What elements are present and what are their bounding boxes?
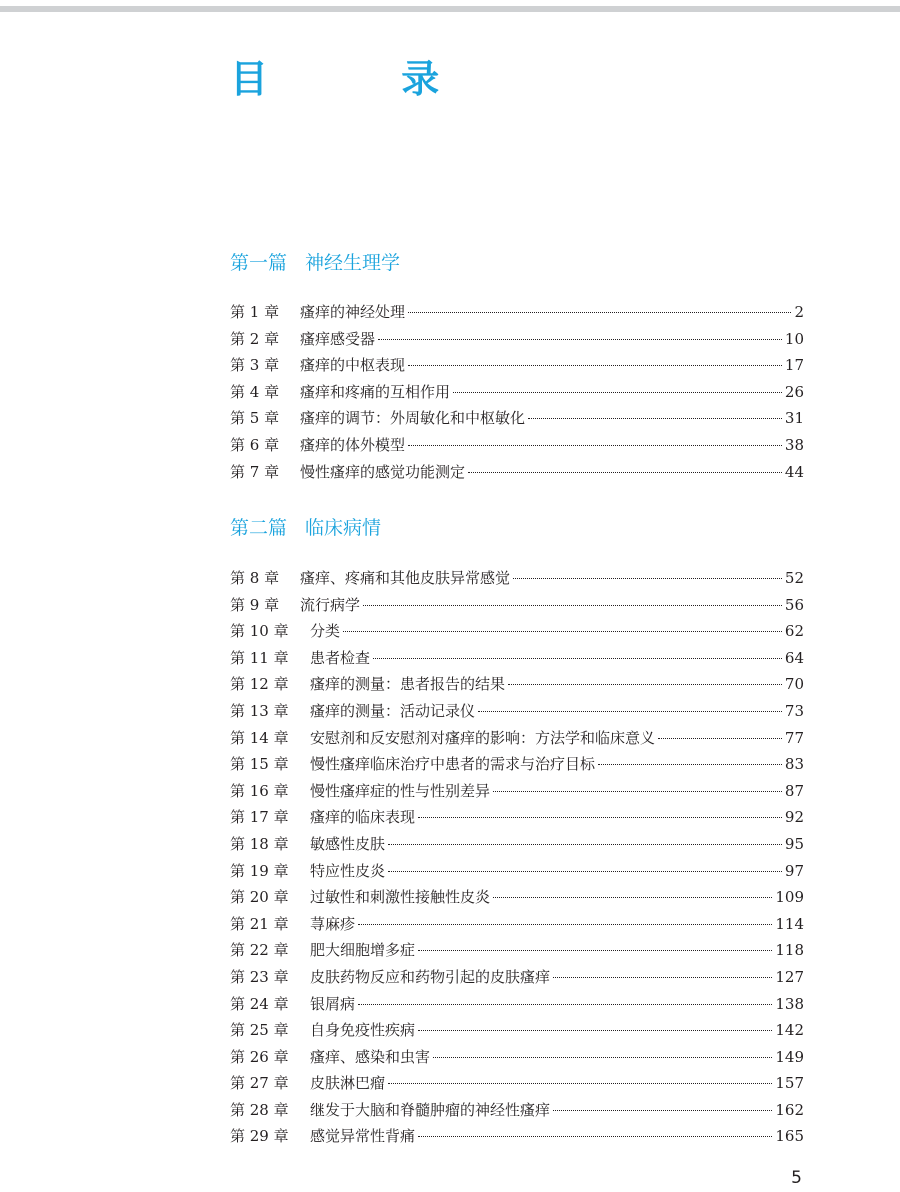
chapter-title: 瘙痒的神经处理: [300, 303, 406, 321]
toc-entry[interactable]: [230, 911, 804, 938]
dot-leader: [373, 658, 782, 659]
section-heading-2: [230, 516, 381, 540]
chapter-title: 慢性瘙痒的感觉功能测定: [300, 462, 466, 481]
dot-leader: [418, 817, 782, 818]
dot-leader: [508, 684, 782, 685]
dot-leader: [358, 1004, 772, 1005]
chapter-title: 患者检查: [310, 648, 371, 667]
chapter-number: 第 29 章: [230, 1127, 289, 1146]
dot-leader: [388, 844, 782, 845]
dot-leader: [528, 418, 782, 419]
chapter-title: 安慰剂和反安慰剂对瘙痒的影响：方法学和临床意义: [310, 728, 656, 747]
page-ref: 162: [775, 1100, 804, 1119]
chapter-number: 第 2 章: [230, 329, 280, 348]
chapter-number: 第 1 章: [230, 303, 280, 321]
section-name: 临床病情: [305, 517, 382, 539]
toc-entry[interactable]: [230, 671, 804, 698]
chapter-number: 第 13 章: [230, 701, 289, 720]
chapter-number: 第 24 章: [230, 994, 289, 1013]
chapter-number: 第 7 章: [230, 462, 280, 481]
dot-leader: [418, 1030, 772, 1031]
chapter-number: 第 9 章: [230, 595, 280, 614]
page-ref: 44: [784, 462, 804, 481]
page-ref: 83: [784, 755, 804, 774]
toc-list-section-1: [230, 299, 804, 485]
chapter-number: 第 6 章: [230, 435, 280, 454]
page-ref: 157: [775, 1074, 804, 1093]
chapter-title: 敏感性皮肤: [310, 834, 386, 853]
chapter-number: 第 25 章: [230, 1021, 289, 1040]
page-ref: 138: [775, 994, 804, 1013]
page-ref: 92: [784, 808, 804, 827]
dot-leader: [468, 472, 782, 473]
page-ref: 10: [784, 329, 804, 348]
toc-entry[interactable]: [230, 937, 804, 964]
dot-leader: [408, 365, 782, 366]
page-ref: 64: [784, 648, 804, 667]
toc-entry[interactable]: [230, 1097, 804, 1124]
toc-entry[interactable]: [230, 379, 804, 406]
dot-leader: [478, 711, 782, 712]
chapter-number: 第 18 章: [230, 834, 289, 853]
dot-leader: [388, 1083, 772, 1084]
dot-leader: [388, 871, 782, 872]
chapter-number: 第 11 章: [230, 648, 289, 667]
page-ref: 165: [775, 1127, 804, 1146]
toc-entry[interactable]: [230, 831, 804, 858]
chapter-title: 慢性瘙痒症的性与性别差异: [310, 781, 491, 800]
toc-entry[interactable]: [230, 592, 804, 619]
page-ref: 56: [784, 595, 804, 614]
toc-entry[interactable]: [230, 326, 804, 353]
dot-leader: [408, 312, 791, 313]
chapter-number: 第 14 章: [230, 728, 289, 747]
toc-entry[interactable]: [230, 565, 804, 592]
chapter-number: 第 21 章: [230, 914, 289, 933]
toc-entry[interactable]: [230, 991, 804, 1018]
page-ref: 127: [775, 967, 804, 986]
toc-entry[interactable]: [230, 352, 804, 379]
toc-entry[interactable]: [230, 884, 804, 911]
chapter-number: 第 5 章: [230, 409, 280, 428]
toc-entry[interactable]: [230, 299, 804, 326]
section-name: 神经生理学: [305, 252, 401, 274]
chapter-number: 第 16 章: [230, 781, 289, 800]
dot-leader: [433, 1057, 772, 1058]
toc-entry[interactable]: [230, 1044, 804, 1071]
chapter-title: 瘙痒的测量：活动记录仪: [310, 701, 476, 720]
page-ref: 2: [794, 303, 804, 321]
toc-entry[interactable]: [230, 778, 804, 805]
chapter-title: 瘙痒、感染和虫害: [310, 1047, 431, 1066]
page-ref: 17: [784, 356, 804, 375]
chapter-number: 第 8 章: [230, 569, 280, 587]
dot-leader: [553, 1110, 772, 1111]
chapter-number: 第 15 章: [230, 755, 289, 774]
page-title: 目 录: [230, 57, 500, 102]
chapter-number: 第 17 章: [230, 808, 289, 827]
toc-entry[interactable]: [230, 804, 804, 831]
chapter-title: 瘙痒和疼痛的互相作用: [300, 382, 451, 401]
chapter-title: 流行病学: [300, 595, 361, 614]
chapter-number: 第 22 章: [230, 941, 289, 960]
toc-entry[interactable]: [230, 858, 804, 885]
dot-leader: [598, 764, 782, 765]
toc-entry[interactable]: [230, 405, 804, 432]
page-ref: 142: [775, 1021, 804, 1040]
section-heading-1: [230, 251, 400, 275]
chapter-number: 第 20 章: [230, 888, 289, 907]
page-ref: 114: [775, 914, 804, 933]
page-ref: 118: [775, 941, 804, 960]
dot-leader: [493, 791, 782, 792]
chapter-title: 慢性瘙痒临床治疗中患者的需求与治疗目标: [310, 755, 596, 774]
toc-entry[interactable]: [230, 432, 804, 459]
page-ref: 97: [784, 861, 804, 880]
page-ref: 26: [784, 382, 804, 401]
dot-leader: [513, 578, 782, 579]
dot-leader: [418, 950, 772, 951]
page-ref: 109: [775, 888, 804, 907]
dot-leader: [343, 631, 782, 632]
section-number: 第二篇: [230, 517, 288, 539]
dot-leader: [453, 392, 782, 393]
chapter-title: 特应性皮炎: [310, 861, 386, 880]
chapter-title: 分类: [310, 622, 341, 641]
toc-entry[interactable]: [230, 618, 804, 645]
dot-leader: [363, 605, 782, 606]
toc-entry[interactable]: [230, 698, 804, 725]
page-ref: 52: [784, 569, 804, 587]
chapter-title: 瘙痒的测量：患者报告的结果: [310, 675, 506, 694]
chapter-title: 自身免疫性疾病: [310, 1021, 416, 1040]
toc-entry[interactable]: [230, 725, 804, 752]
dot-leader: [408, 445, 782, 446]
dot-leader: [553, 977, 772, 978]
chapter-title: 继发于大脑和脊髓肿瘤的神经性瘙痒: [310, 1100, 551, 1119]
chapter-number: 第 28 章: [230, 1100, 289, 1119]
dot-leader: [358, 924, 772, 925]
chapter-title: 瘙痒的临床表现: [310, 808, 416, 827]
dot-leader: [378, 339, 782, 340]
chapter-title: 瘙痒、疼痛和其他皮肤异常感觉: [300, 569, 511, 587]
page-ref: 31: [784, 409, 804, 428]
chapter-number: 第 27 章: [230, 1074, 289, 1093]
chapter-title: 瘙痒感受器: [300, 329, 376, 348]
chapter-title: 银屑病: [310, 994, 356, 1013]
page-ref: 87: [784, 781, 804, 800]
page-ref: 77: [784, 728, 804, 747]
chapter-number: 第 4 章: [230, 382, 280, 401]
chapter-title: 皮肤淋巴瘤: [310, 1074, 386, 1093]
toc-entry[interactable]: [230, 1017, 804, 1044]
toc-entry[interactable]: [230, 645, 804, 672]
chapter-number: 第 19 章: [230, 861, 289, 880]
chapter-title: 过敏性和刺激性接触性皮炎: [310, 888, 491, 907]
page-ref: 70: [784, 675, 804, 694]
toc-list-section-2: [230, 565, 804, 1150]
toc-entry[interactable]: [230, 1123, 804, 1150]
toc-entry[interactable]: [230, 1070, 804, 1097]
top-rule: [0, 6, 900, 12]
toc-entry[interactable]: [230, 964, 804, 991]
chapter-number: 第 12 章: [230, 675, 289, 694]
dot-leader: [418, 1136, 772, 1137]
chapter-title: 瘙痒的体外模型: [300, 435, 406, 454]
chapter-title: 荨麻疹: [310, 914, 356, 933]
chapter-number: 第 23 章: [230, 967, 289, 986]
dot-leader: [658, 738, 782, 739]
page-ref: 62: [784, 622, 804, 641]
section-number: 第一篇: [230, 252, 288, 274]
chapter-number: 第 26 章: [230, 1047, 289, 1066]
chapter-title: 感觉异常性背痛: [310, 1127, 416, 1146]
chapter-number: 第 10 章: [230, 622, 289, 641]
chapter-number: 第 3 章: [230, 356, 280, 375]
toc-entry[interactable]: [230, 751, 804, 778]
chapter-title: 瘙痒的中枢表现: [300, 356, 406, 375]
dot-leader: [493, 897, 772, 898]
chapter-title: 肥大细胞增多症: [310, 941, 416, 960]
page-ref: 73: [784, 701, 804, 720]
toc-entry[interactable]: [230, 459, 804, 486]
page-number: 5: [791, 1168, 802, 1188]
page-ref: 149: [775, 1047, 804, 1066]
page-ref: 38: [784, 435, 804, 454]
page-ref: 95: [784, 834, 804, 853]
chapter-title: 瘙痒的调节：外周敏化和中枢敏化: [300, 409, 526, 428]
chapter-title: 皮肤药物反应和药物引起的皮肤瘙痒: [310, 967, 551, 986]
